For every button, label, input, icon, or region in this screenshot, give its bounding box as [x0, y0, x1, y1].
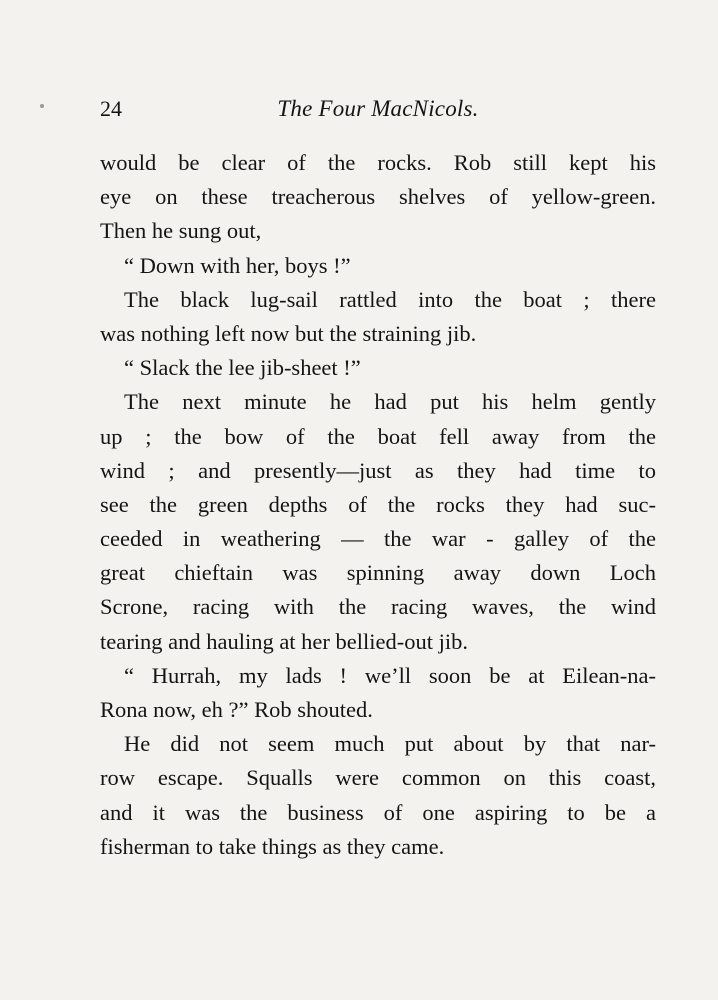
- text-line: was nothing left now but the straining jib.: [100, 320, 477, 346]
- text-line: “ Slack the lee jib-sheet !”: [124, 355, 361, 381]
- text-line: “ Hurrah, my lads ! we’ll soon be at Eilean-na-: [124, 662, 656, 688]
- text-line: see the green depths of the rocks they had suc-: [100, 491, 656, 517]
- text-line: wind ; and presently—just as they had time to: [100, 457, 656, 483]
- text-line: “ Down with her, boys !”: [124, 252, 351, 278]
- text-line: row escape. Squalls were common on this coast,: [100, 765, 656, 791]
- paper-speck: [40, 104, 44, 108]
- text-line: and it was the business of one aspiring to be a: [100, 799, 656, 825]
- running-title: The Four MacNicols.: [277, 96, 479, 121]
- page-number: 24: [100, 96, 122, 121]
- page-header: [100, 96, 656, 130]
- text-line: Rona now, eh ?” Rob shouted.: [100, 697, 373, 722]
- text-line: Then he sung out,: [100, 218, 262, 244]
- text-line: eye on these treacherous shelves of yellow-green.: [100, 184, 656, 210]
- text-line: tearing and hauling at her bellied-out jib.: [100, 628, 469, 654]
- text-line: great chieftain was spinning away down Loch: [100, 560, 656, 586]
- text-line: The next minute he had put his helm gently: [124, 389, 656, 415]
- text-line: fisherman to take things as they came.: [100, 833, 445, 859]
- body-text: [100, 146, 656, 864]
- text-line: up ; the bow of the boat fell away from the: [100, 423, 656, 449]
- text-line: ceeded in weathering — the war - galley of the: [100, 526, 656, 552]
- text-line: would be clear of the rocks. Rob still kept his: [100, 150, 656, 175]
- text-line: The black lug-sail rattled into the boat ; there: [124, 286, 656, 312]
- text-line: He did not seem much put about by that nar-: [124, 731, 656, 757]
- text-line: Scrone, racing with the racing waves, the wind: [100, 594, 656, 620]
